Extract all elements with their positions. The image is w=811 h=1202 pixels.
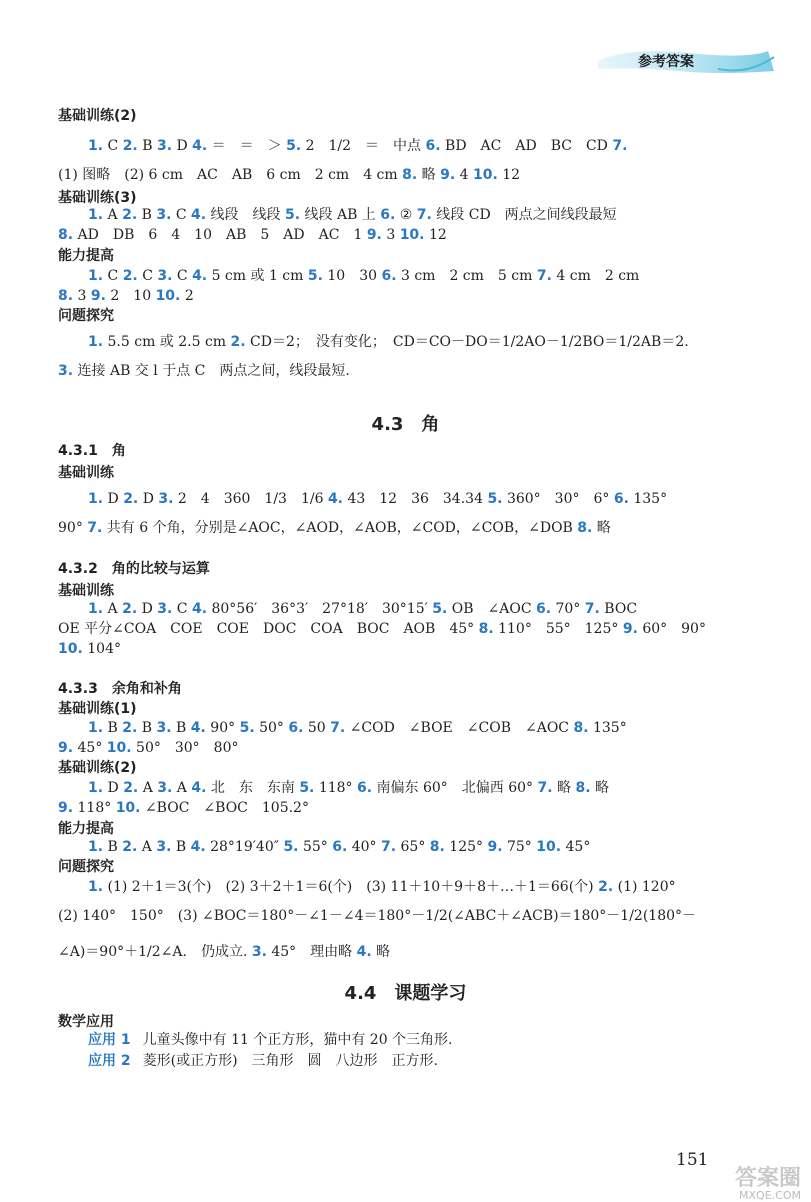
answer-text: 45° 理由略 <box>266 944 357 960</box>
answer-text: 略 <box>417 167 441 183</box>
answer-text: C <box>172 268 193 284</box>
answer-text: CD＝2； 没有变化； CD＝CO－DO＝1/2AO－1/2BO＝1/2AB＝2. <box>245 334 689 350</box>
question-number: 3. <box>58 363 74 379</box>
question-number: 9. <box>366 227 382 243</box>
answer-text: 略 <box>592 520 611 536</box>
answer-text: 略 <box>371 944 391 960</box>
question-number: 4. <box>192 138 208 154</box>
answer-text: 70° <box>551 601 585 617</box>
section-title-4-4: 4.4 课题学习 <box>344 983 467 1004</box>
answer-text: D <box>138 491 159 507</box>
question-number: 9. <box>58 800 74 816</box>
question-number: 10. <box>399 227 425 243</box>
answer-text: 基础训练(3) <box>58 190 137 206</box>
answer-text: 2 10 <box>105 288 156 304</box>
answer-text: ＝ ＝ ＞ <box>207 138 287 154</box>
application-label: 应用 2 <box>88 1053 131 1069</box>
answer-text: 基础训练(2) <box>58 108 137 124</box>
question-number: 1. <box>88 601 104 617</box>
answer-text: C <box>103 268 123 284</box>
question-number: 6. <box>357 780 373 796</box>
answer-text: BD AC AD BC CD <box>440 138 613 154</box>
answer-text: B <box>137 207 157 223</box>
question-number: 2. <box>122 601 138 617</box>
question-number: 2. <box>122 839 138 855</box>
question-number: 2. <box>122 138 138 154</box>
answer-text: A <box>103 207 123 223</box>
answer-text: B <box>137 138 157 154</box>
question-number: 9. <box>440 167 456 183</box>
answer-text: A <box>137 839 157 855</box>
answer-text: A <box>172 780 192 796</box>
answer-text: 3 <box>381 227 400 243</box>
answer-text: B <box>171 720 191 736</box>
answer-text: OE 平分∠COA COE COE DOC COA BOC AOB 45° <box>58 621 479 637</box>
answer-text: 略 <box>590 780 609 796</box>
answer-text: 线段 CD 两点之间线段最短 <box>431 207 617 223</box>
heading <box>0 461 811 485</box>
subsection-title <box>0 557 811 581</box>
question-number: 10. <box>472 167 498 183</box>
answer-text: D <box>172 138 193 154</box>
answer-text: 50° 30° 80° <box>131 740 239 756</box>
answer-text: C <box>103 138 123 154</box>
answer-text: 4.3.3 余角和补角 <box>58 681 182 697</box>
answer-text: 50° <box>254 720 289 736</box>
question-number: 8. <box>58 288 74 304</box>
answer-text: AD DB 6 4 10 AB 5 AD AC 1 <box>73 227 367 243</box>
answer-text: 儿童头像中有 11 个正方形，猫中有 20 个三角形. <box>142 1032 453 1048</box>
answer-text: 360° 30° 6° <box>502 491 614 507</box>
question-number: 6. <box>613 491 629 507</box>
answer-text: 4 cm 2 cm <box>551 268 640 284</box>
answer-text: 135° <box>628 491 668 507</box>
answer-text: 60° 90° <box>637 621 706 637</box>
section-title-4-3: 4.3 角 <box>371 414 440 435</box>
question-number: 7. <box>584 601 600 617</box>
answer-text: D <box>103 491 124 507</box>
question-number: 4. <box>190 720 206 736</box>
answer-text: 线段 线段 <box>206 207 285 223</box>
answer-text: A <box>103 601 123 617</box>
question-number: 2. <box>123 780 139 796</box>
answer-text: 110° 55° 125° <box>493 621 623 637</box>
question-number: 4. <box>191 207 207 223</box>
question-number: 1. <box>88 879 104 895</box>
question-number: 8. <box>402 167 418 183</box>
question-number: 3. <box>156 839 172 855</box>
answer-text: (2) 140° 150° (3) ∠BOC＝180°－∠1－∠4＝180°－1/2(∠ABC＋∠ACB)＝180°－1/2(180°－ <box>58 908 697 924</box>
answer-text: 北 东 东南 <box>206 780 300 796</box>
answer-text: 略 <box>552 780 576 796</box>
question-number: 8. <box>478 621 494 637</box>
answer-text: 75° <box>502 839 537 855</box>
question-number: 7. <box>381 839 397 855</box>
answer-text: C <box>171 207 192 223</box>
question-number: 8. <box>429 839 445 855</box>
question-number: 3. <box>156 207 172 223</box>
answer-text: 80°56′ 36°3′ 27°18′ 30°15′ <box>207 601 433 617</box>
question-number: 5. <box>299 780 315 796</box>
answer-text: 4.3.1 角 <box>58 443 126 459</box>
question-number: 7. <box>87 520 103 536</box>
question-number: 8. <box>573 720 589 736</box>
question-number: 5. <box>239 720 255 736</box>
question-number: 5. <box>283 839 299 855</box>
heading <box>0 304 811 328</box>
answer-text: 问题探究 <box>58 859 114 875</box>
answer-text: 5 cm 或 1 cm <box>207 268 308 284</box>
question-number: 6. <box>380 207 396 223</box>
answer-text: (1) 图略 (2) 6 cm AC AB 6 cm 2 cm 4 cm <box>58 167 403 183</box>
question-number: 1. <box>88 720 104 736</box>
question-number: 1. <box>88 839 104 855</box>
answer-text: 能力提高 <box>58 248 114 264</box>
question-number: 7. <box>416 207 432 223</box>
answer-text: 2 <box>180 288 194 304</box>
question-number: 3. <box>157 268 173 284</box>
answer-text: 连接 AB 交 l 于点 C 两点之间，线段最短. <box>73 363 350 379</box>
question-number: 9. <box>90 288 106 304</box>
answer-text: 118° <box>314 780 357 796</box>
answer-text: 线段 AB 上 <box>300 207 381 223</box>
application-label: 应用 1 <box>88 1032 131 1048</box>
answer-text: 3 <box>73 288 91 304</box>
answer-text: B <box>137 720 157 736</box>
question-number: 7. <box>536 268 552 284</box>
question-number: 3. <box>251 944 267 960</box>
question-number: 6. <box>381 268 397 284</box>
answer-text: 65° <box>396 839 430 855</box>
answer-text: 基础训练(2) <box>58 760 137 776</box>
answer-text: B <box>103 839 123 855</box>
question-number: 6. <box>332 839 348 855</box>
question-number: 3. <box>158 491 174 507</box>
answer-text: 数学应用 <box>58 1014 114 1030</box>
answer-text: 基础训练(1) <box>58 701 137 717</box>
answer-text: 45° <box>73 740 107 756</box>
question-number: 3. <box>156 720 172 736</box>
question-number: 7. <box>537 780 553 796</box>
question-number: 4. <box>190 839 206 855</box>
question-number: 2. <box>122 268 138 284</box>
answer-text: 28°19′40″ <box>205 839 284 855</box>
question-number: 8. <box>577 520 593 536</box>
answer-text: D <box>103 780 124 796</box>
question-number: 10. <box>536 839 562 855</box>
answer-line <box>0 1049 811 1073</box>
watermark-url: MXQE.COM <box>739 1189 801 1202</box>
answer-text: D <box>137 601 158 617</box>
question-number: 6. <box>536 601 552 617</box>
answer-text: 基础训练 <box>58 465 114 481</box>
question-number: 4. <box>192 268 208 284</box>
question-number: 4. <box>356 944 372 960</box>
question-number: 10. <box>155 288 181 304</box>
answer-text: 125° <box>444 839 488 855</box>
answer-text: 能力提高 <box>58 821 114 837</box>
question-number: 4. <box>327 491 343 507</box>
question-number: 2. <box>598 879 614 895</box>
answer-text: 45° <box>561 839 591 855</box>
answer-text: 12 <box>497 167 521 183</box>
question-number: 4. <box>191 780 207 796</box>
question-number: 10. <box>106 740 132 756</box>
answer-text: 2 1/2 ＝ 中点 <box>301 138 426 154</box>
heading <box>0 104 811 128</box>
question-number: 5. <box>307 268 323 284</box>
question-number: 5. <box>285 207 301 223</box>
question-number: 3. <box>157 780 173 796</box>
answer-text: B <box>103 720 123 736</box>
question-number: 9. <box>58 740 74 756</box>
answer-text: (1) 2＋1＝3(个) (2) 3＋2＋1＝6(个) (3) 11＋10＋9＋8＋…＋1＝66(个) <box>103 879 599 895</box>
answer-text: 104° <box>82 641 121 657</box>
answer-text: 2 4 360 1/3 1/6 <box>173 491 328 507</box>
answer-text: 50 <box>303 720 331 736</box>
answer-text: 基础训练 <box>58 583 114 599</box>
watermark-logo: 答案圈 <box>734 1166 801 1191</box>
question-number: 7. <box>612 138 628 154</box>
question-number: 2. <box>230 334 246 350</box>
question-number: 9. <box>487 839 503 855</box>
question-number: 3. <box>156 138 173 154</box>
answer-text: 43 12 36 34.34 <box>343 491 488 507</box>
question-number: 1. <box>88 138 104 154</box>
question-number: 1. <box>88 491 104 507</box>
answer-text: 4.3.2 角的比较与运算 <box>58 561 210 577</box>
answer-header-label: 参考答案 <box>638 54 694 70</box>
question-number: 2. <box>123 491 139 507</box>
question-number: 6. <box>288 720 304 736</box>
question-number: 5. <box>487 491 503 507</box>
answer-header-badge <box>598 45 778 77</box>
question-number: 2. <box>122 720 138 736</box>
answer-text: 菱形(或正方形) 三角形 圆 八边形 正方形. <box>142 1053 438 1069</box>
answer-text: 40° <box>347 839 381 855</box>
question-number: 7. <box>330 720 346 736</box>
question-number: 6. <box>425 138 441 154</box>
question-number: 5. <box>286 138 302 154</box>
question-number: 3. <box>157 601 173 617</box>
answer-text: 90° <box>205 720 240 736</box>
answer-text: 118° <box>73 800 116 816</box>
answer-text: ∠A)＝90°＋1/2∠A. 仍成立. <box>58 944 252 960</box>
answer-text: C <box>172 601 192 617</box>
question-number: 1. <box>88 334 104 350</box>
question-number: 9. <box>622 621 638 637</box>
answer-line <box>0 516 811 540</box>
answer-text: BOC <box>599 601 638 617</box>
answer-text: 135° <box>588 720 627 736</box>
answer-text: ② <box>395 207 417 223</box>
answer-text: ∠COD ∠BOE ∠COB ∠AOC <box>345 720 574 736</box>
answer-text: 3 cm 2 cm 5 cm <box>396 268 537 284</box>
answer-line <box>0 940 811 964</box>
question-number: 2. <box>122 207 138 223</box>
question-number: 1. <box>88 268 104 284</box>
page-number: 151 <box>676 1150 709 1170</box>
answer-line <box>0 359 811 383</box>
answer-text: 90° <box>58 520 88 536</box>
subsection-title <box>0 439 811 463</box>
answer-text: 10 30 <box>322 268 382 284</box>
question-number: 1. <box>88 780 104 796</box>
question-number: 8. <box>58 227 74 243</box>
answer-line <box>0 330 811 354</box>
answer-line <box>0 637 811 661</box>
answer-text: C <box>137 268 158 284</box>
answer-text: 4 <box>455 167 473 183</box>
answer-line <box>0 875 811 899</box>
question-number: 4. <box>191 601 208 617</box>
question-number: 10. <box>115 800 141 816</box>
question-number: 1. <box>88 207 104 223</box>
answer-line <box>0 487 811 511</box>
answer-text: 问题探究 <box>58 308 114 324</box>
answer-text: 12 <box>424 227 447 243</box>
answer-text: 55° <box>298 839 333 855</box>
question-number: 10. <box>58 641 83 657</box>
answer-line <box>0 163 811 187</box>
answer-text: 共有 6 个角，分别是∠AOC，∠AOD，∠AOB，∠COD，∠COB，∠DOB <box>102 520 578 536</box>
answer-text: OB ∠AOC <box>447 601 537 617</box>
answer-text: 5.5 cm 或 2.5 cm <box>103 334 231 350</box>
question-number: 5. <box>432 601 448 617</box>
answer-text: A <box>138 780 158 796</box>
answer-text: 南偏东 60° 北偏西 60° <box>372 780 538 796</box>
answer-line <box>0 904 811 928</box>
answer-line <box>0 134 811 158</box>
question-number: 8. <box>575 780 591 796</box>
answer-text: ∠BOC ∠BOC 105.2° <box>140 800 309 816</box>
answer-text: B <box>171 839 191 855</box>
answer-text: (1) 120° <box>613 879 676 895</box>
